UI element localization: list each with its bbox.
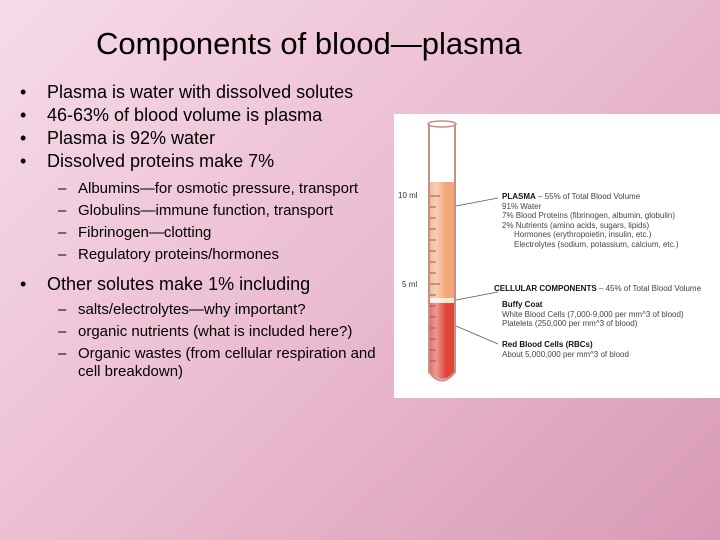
bullet-item	[20, 105, 390, 126]
rbc-line: About 5,000,000 per mm^3 of blood	[502, 349, 629, 359]
dash-marker: –	[58, 323, 67, 340]
plasma-line: 7% Blood Proteins (fibrinogen, albumin, globulin)	[502, 211, 675, 221]
bullet-item	[20, 274, 390, 295]
sub-text: Fibrinogen—clotting	[78, 224, 212, 241]
ten-ml-mark: 10 ml	[398, 191, 418, 200]
buffy-coat-label-block	[502, 300, 684, 329]
sub-item	[58, 345, 390, 381]
dash-marker: –	[58, 301, 67, 318]
sub-text: Organic wastes (from cellular respiration and cell breakdown)	[78, 345, 376, 380]
bullet-item	[20, 82, 390, 103]
bullet-marker: •	[20, 128, 27, 148]
bullet-text: 46-63% of blood volume is plasma	[47, 105, 323, 125]
plasma-title: PLASMA	[502, 192, 536, 201]
rbc-label-block	[502, 340, 629, 359]
sub-text: organic nutrients (what is included here?)	[78, 323, 353, 340]
sub-text: salts/electrolytes—why important?	[78, 301, 306, 318]
blood-tube-figure	[394, 114, 720, 398]
buffy-line: White Blood Cells (7,000-9,000 per mm^3 of blood)	[502, 309, 684, 319]
bullet-text: Plasma is water with dissolved solutes	[47, 82, 354, 102]
bullet-marker: •	[20, 151, 27, 171]
plasma-line: 2% Nutrients (amino acids, sugars, lipids)	[502, 220, 650, 230]
slide-title: Components of blood—plasma	[96, 26, 522, 61]
plasma-title-rest: – 55% of Total Blood Volume	[535, 192, 641, 201]
buffy-title: Buffy Coat	[502, 300, 543, 309]
plasma-line: 91% Water	[502, 201, 542, 211]
protein-sublist	[20, 180, 390, 264]
dash-marker: –	[58, 180, 67, 197]
bullet-marker: •	[20, 82, 27, 102]
bullet-text: Other solutes make 1% including	[47, 274, 311, 294]
dash-marker: –	[58, 224, 67, 241]
bullet-item	[20, 128, 390, 149]
cellular-label-block	[494, 284, 701, 294]
rbc-title: Red Blood Cells (RBCs)	[502, 340, 593, 349]
bullet-marker: •	[20, 274, 27, 294]
sub-item	[58, 323, 390, 341]
bullet-marker: •	[20, 105, 27, 125]
bullet-text: Plasma is 92% water	[47, 128, 216, 148]
dash-marker: –	[58, 202, 67, 219]
sub-item	[58, 224, 390, 242]
sub-item	[58, 301, 390, 319]
solutes-sublist	[20, 301, 390, 381]
cellular-title-rest: – 45% of Total Blood Volume	[596, 284, 702, 293]
buffy-line: Platelets (250,000 per mm^3 of blood)	[502, 319, 638, 329]
bullet-list	[20, 82, 390, 385]
bullet-text: Dissolved proteins make 7%	[47, 151, 275, 171]
dash-marker: –	[58, 246, 67, 263]
sub-item	[58, 246, 390, 264]
sub-item	[58, 202, 390, 220]
plasma-line: Electrolytes (sodium, potassium, calcium, etc.)	[514, 239, 679, 249]
leader-lines	[456, 198, 498, 344]
sub-item	[58, 180, 390, 198]
plasma-line: Hormones (erythropoietin, insulin, etc.)	[514, 230, 652, 240]
sub-text: Regulatory proteins/hormones	[78, 246, 279, 263]
bullet-item	[20, 151, 390, 172]
sub-text: Globulins—immune function, transport	[78, 202, 334, 219]
cellular-title: CELLULAR COMPONENTS	[494, 284, 597, 293]
dash-marker: –	[58, 345, 67, 362]
plasma-label-block	[502, 192, 679, 250]
five-ml-mark: 5 ml	[402, 280, 418, 289]
sub-text: Albumins—for osmotic pressure, transport	[78, 180, 359, 197]
